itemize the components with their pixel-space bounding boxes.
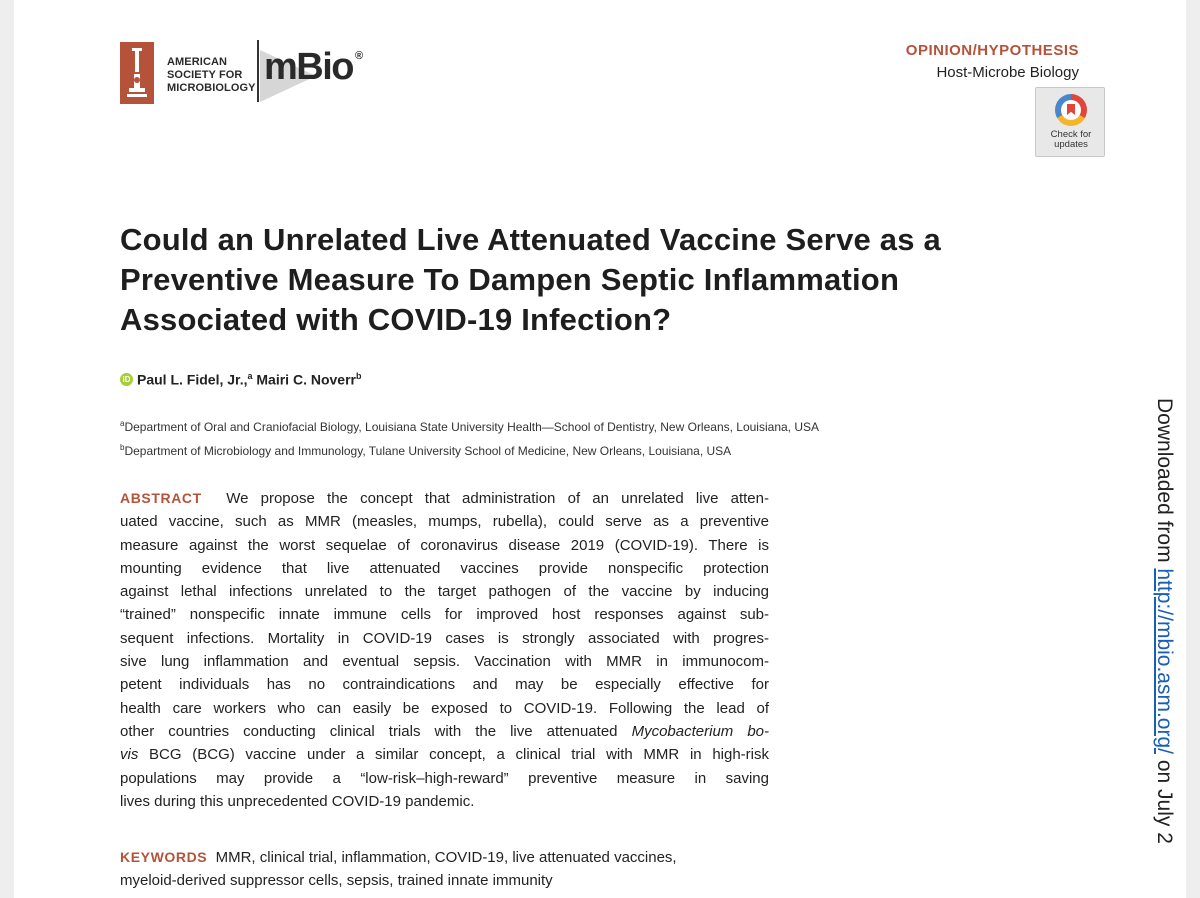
check-for-updates-button[interactable]: Check for updates (1035, 87, 1105, 157)
author-name: Mairi C. Noverr (256, 371, 356, 388)
asm-publisher-name: AMERICAN SOCIETY FOR MICROBIOLOGY (167, 56, 256, 94)
journal-logo: mBio ® (264, 46, 364, 88)
author-name: Paul L. Fidel, Jr., (137, 371, 248, 388)
check-updates-icon (1055, 94, 1087, 126)
asm-logo-icon (120, 42, 154, 104)
article-subject-label: Host-Microbe Biology (936, 64, 1079, 81)
logo-divider (257, 40, 259, 102)
abstract-label: ABSTRACT (120, 490, 202, 506)
article-section-label: OPINION/HYPOTHESIS (905, 42, 1079, 59)
keywords-label: KEYWORDS (120, 849, 208, 865)
affiliation-a: $^a$Department of Oral and Craniofacial Biology, Louisiana State University Health—School of Dentistry, New Orleans, Louisiana, USA (120, 419, 820, 434)
paper-page (14, 0, 1186, 898)
article-title: Could an Unrelated Live Attenuated Vaccine Serve as a Preventive Measure To Dampen Septic Inflammation Associated with COVID-19 Infection? (120, 222, 941, 337)
keywords: KEYWORDS MMR, clinical trial, inflammation, COVID-19, live attenuated vaccines, myeloid-derived suppressor cells, sepsis, trained innate immunity (120, 849, 677, 889)
affiliation-b: $^b$Department of Microbiology and Immunology, Tulane University School of Medicine, New Orleans, Louisiana, USA (120, 443, 732, 458)
mbio-url-link[interactable]: http://mbio.asm.org/ (1153, 568, 1176, 754)
abstract: ABSTRACT We propose the concept that administration of an unrelated live atten- uated vaccine, such as MMR (measles, mumps, rubella), could serve as a preventive measure against the worst sequelae of coronavirus disease 2019 (COVID-19). There is mounting evidence that live attenuated vaccines provide nonspecific protection against lethal infections unrelated to the target pathogen of the vaccine by inducing “trained” nonspecific innate immune cells for improved host responses against sub- sequent infections. Mortality in COVID-19 cases is strongly associated with progres- sive lung inflammation and eventual sepsis. Vaccination with MMR in immunocom- petent individuals has no contraindications and may be especially effective for health care workers who can easily be exposed to COVID-19. Following the lead of other countries conducting clinical trials with the live attenuated Mycobacterium bo- vis BCG (BCG) vaccine under a similar concept, a clinical trial with MMR in high-risk populations may provide a “low-risk–high-reward” preventive measure in saving lives during this unprecedented COVID-19 pandemic. (120, 490, 769, 810)
download-watermark: Downloaded from http://mbio.asm.org/ on July 2 (1153, 398, 1176, 844)
author-list: iD Paul L. Fidel, Jr.,$^a$ Mairi C. Noverr$^b$ (120, 371, 361, 388)
orcid-icon[interactable]: iD (120, 373, 133, 386)
